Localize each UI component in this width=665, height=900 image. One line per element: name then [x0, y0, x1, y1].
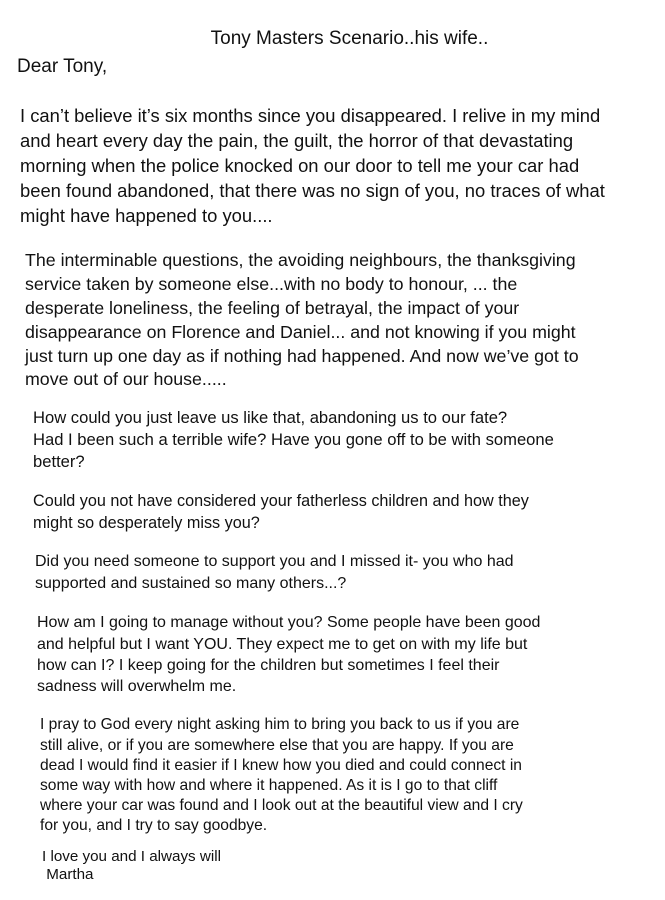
paragraph-3-line: better?: [33, 452, 85, 471]
paragraph-7-line: some way with how and where it happened. As it is I go to that cliff: [40, 777, 498, 794]
paragraph-6-line: and helpful but I want YOU. They expect me to get on with my life but: [37, 636, 528, 653]
paragraph-7-line: still alive, or if you are somewhere else that you are happy. If you are: [40, 737, 514, 754]
closing-line: I love you and I always will: [42, 848, 221, 865]
paragraph-3-line: How could you just leave us like that, abandoning us to our fate?: [33, 408, 508, 427]
salutation: Dear Tony,: [17, 56, 108, 77]
paragraph-1-line: morning when the police knocked on our door to tell me your car had: [20, 155, 580, 176]
paragraph-2-line: disappearance on Florence and Daniel... and not knowing if you might: [25, 322, 576, 342]
paragraph-2-line: just turn up one day as if nothing had happened. And now we’ve got to: [25, 346, 579, 366]
paragraph-2-line: The interminable questions, the avoiding neighbours, the thanksgiving: [25, 250, 576, 270]
paragraph-7-line: dead I would find it easier if I knew how you died and could connect in: [40, 757, 522, 774]
paragraph-4-line: Could you not have considered your fatherless children and how they: [33, 492, 529, 510]
paragraph-6-line: how can I? I keep going for the children but sometimes I feel their: [37, 657, 500, 674]
signature-name: Martha: [42, 866, 94, 883]
paragraph-5-line: supported and sustained so many others...?: [35, 575, 347, 592]
paragraph-7-line: I pray to God every night asking him to bring you back to us if you are: [40, 716, 520, 733]
paragraph-5-line: Did you need someone to support you and I missed it- you who had: [35, 553, 514, 570]
paragraph-3-line: Had I been such a terrible wife? Have you gone off to be with someone: [33, 430, 554, 449]
paragraph-7-line: for you, and I try to say goodbye.: [40, 817, 268, 834]
paragraph-2-line: service taken by someone else...with no body to honour, ... the: [25, 274, 518, 294]
paragraph-6-line: How am I going to manage without you? Some people have been good: [37, 614, 541, 631]
paragraph-1-line: been found abandoned, that there was no sign of you, no traces of what: [20, 180, 605, 201]
paragraph-2-line: desperate loneliness, the feeling of betrayal, the impact of your: [25, 298, 520, 318]
paragraph-4-line: might so desperately miss you?: [33, 514, 260, 532]
paragraph-1-line: and heart every day the pain, the guilt, the horror of that devastating: [20, 130, 574, 151]
letter-title: Tony Masters Scenario..his wife..: [210, 28, 489, 49]
paragraph-2-line: move out of our house.....: [25, 369, 227, 389]
paragraph-1-line: I can’t believe it’s six months since you disappeared. I relive in my mind: [20, 105, 601, 126]
paragraph-6-line: sadness will overwhelm me.: [37, 678, 237, 695]
paragraph-7-line: where your car was found and I look out at the beautiful view and I cry: [40, 797, 523, 814]
paragraph-1-line: might have happened to you....: [20, 205, 273, 226]
